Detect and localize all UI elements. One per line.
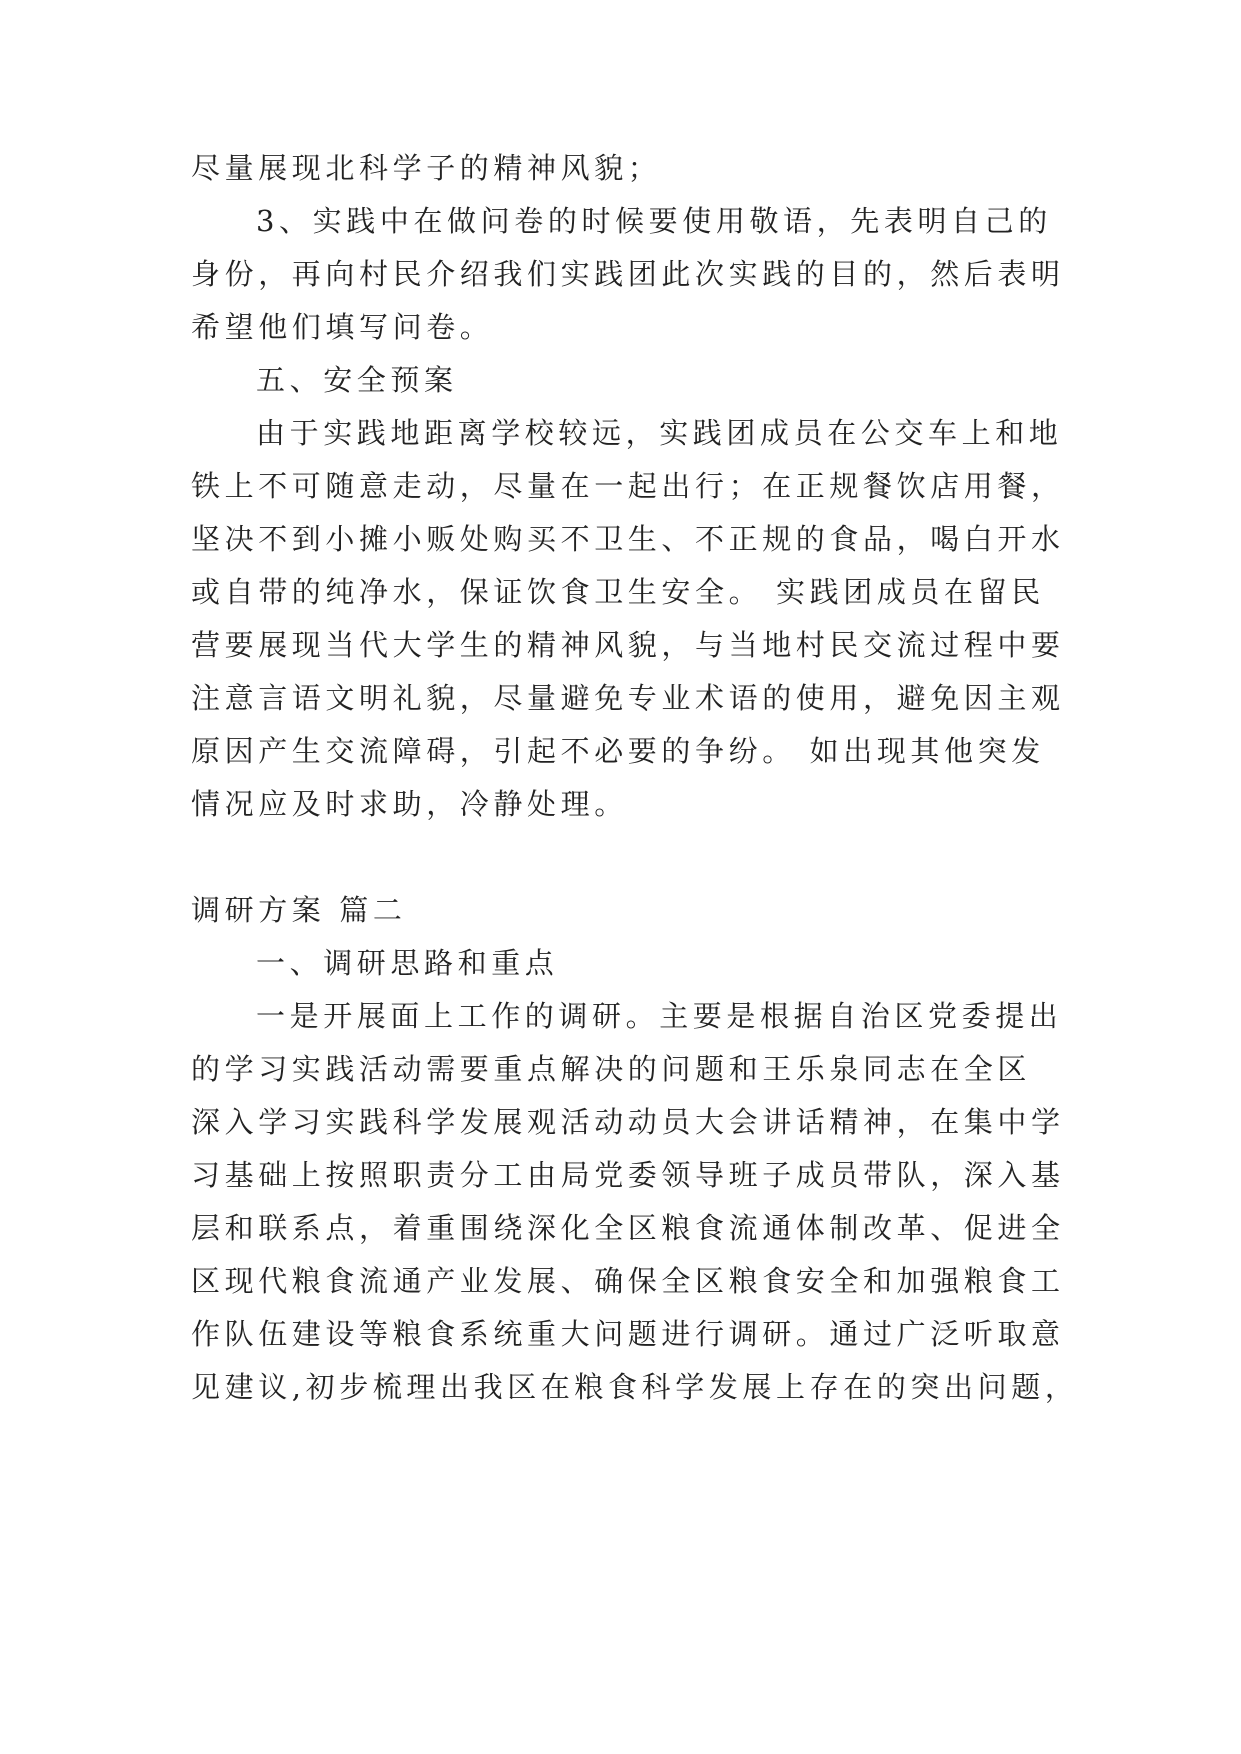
text-line: 身份，再向村民介绍我们实践团此次实践的目的，然后表明 xyxy=(191,257,1065,291)
text-line: 希望他们填写问卷。 xyxy=(191,310,494,344)
section-heading: 五、安全预案 xyxy=(256,363,458,397)
text-line: 铁上不可随意走动，尽量在一起出行；在正规餐饮店用餐， xyxy=(191,469,1065,503)
section-heading: 一、调研思路和重点 xyxy=(256,946,559,980)
text-line: 层和联系点，着重围绕深化全区粮食流通体制改革、促进全 xyxy=(191,1211,1065,1245)
chapter-title: 调研方案 篇二 xyxy=(191,893,407,927)
text-line: 由于实践地距离学校较远，实践团成员在公交车上和地 xyxy=(256,416,1063,450)
text-line: 区现代粮食流通产业发展、确保全区粮食安全和加强粮食工 xyxy=(191,1264,1065,1298)
text-line: 原因产生交流障碍，引起不必要的争纷。 如出现其他突发 xyxy=(191,734,1045,768)
text-line: 作队伍建设等粮食系统重大问题进行调研。通过广泛听取意 xyxy=(191,1317,1065,1351)
text-line: 深入学习实践科学发展观活动动员大会讲话精神，在集中学 xyxy=(191,1105,1065,1139)
text-line: 情况应及时求助，冷静处理。 xyxy=(191,787,628,821)
text-line: 或自带的纯净水，保证饮食卫生安全。 实践团成员在留民 xyxy=(191,575,1045,609)
text-line: 一是开展面上工作的调研。主要是根据自治区党委提出 xyxy=(256,999,1063,1033)
text-line: 注意言语文明礼貌，尽量避免专业术语的使用，避免因主观 xyxy=(191,681,1065,715)
text-line: 营要展现当代大学生的精神风貌，与当地村民交流过程中要 xyxy=(191,628,1065,662)
text-line: 见建议,初步梳理出我区在粮食科学发展上存在的突出问题， xyxy=(191,1370,1079,1404)
text-line: 的学习实践活动需要重点解决的问题和王乐泉同志在全区 xyxy=(191,1052,1032,1086)
text-line: 3、实践中在做问卷的时候要使用敬语，先表明自己的 xyxy=(256,204,1052,238)
text-line: 习基础上按照职责分工由局党委领导班子成员带队，深入基 xyxy=(191,1158,1065,1192)
text-line: 坚决不到小摊小贩处购买不卫生、不正规的食品，喝白开水 xyxy=(191,522,1065,556)
text-line: 尽量展现北科学子的精神风貌； xyxy=(191,151,662,185)
